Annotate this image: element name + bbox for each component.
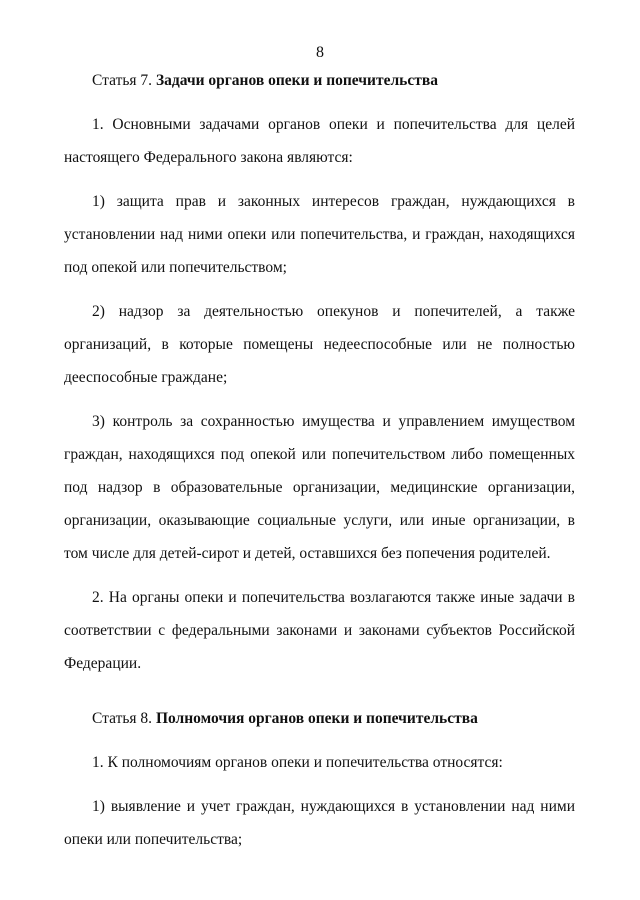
- article-8-heading: [64, 702, 575, 735]
- article-7-item-3: 3) контроль за сохранностью имущества и управлением имуществом граждан, находящихся под опекой или попечительством либо помещенных под надзор в образовательные организации, медицинские организации, организации, оказывающие социальные услуги, или иные организации, в том числе для детей-сирот и детей, оставшихся без попечения родителей.: [64, 413, 575, 562]
- article-8-item-1: 1) выявление и учет граждан, нуждающихся в установлении над ними опеки или попечительства;: [64, 798, 575, 848]
- article-8-title: Полномочия органов опеки и попечительства: [155, 710, 478, 727]
- article-7-paragraph-1: 1. Основными задачами органов опеки и попечительства для целей настоящего Федерального закона являются:: [64, 116, 575, 166]
- page-number: 8: [316, 44, 324, 61]
- article-7-title: Задачи органов опеки и попечительства: [155, 72, 438, 89]
- article-8-number: Статья 8.: [92, 710, 156, 727]
- article-7-paragraph-2: 2. На органы опеки и попечительства возлагаются также иные задачи в соответствии с федеральными законами и законами субъектов Российской Федерации.: [64, 589, 575, 672]
- article-spacer: [64, 680, 575, 702]
- article-7-number: Статья 7.: [92, 72, 156, 89]
- article-7-item-2: 2) надзор за деятельностью опекунов и попечителей, а также организаций, в которые помещены недееспособные или не полностью дееспособные граждане;: [64, 303, 575, 386]
- document-body: [64, 64, 575, 856]
- article-7-item-1: 1) защита прав и законных интересов граждан, нуждающихся в установлении над ними опеки или попечительства, и граждан, находящихся под опекой или попечительством;: [64, 193, 575, 276]
- article-7-heading: [64, 64, 575, 97]
- article-8-paragraph-1: 1. К полномочиям органов опеки и попечительства относятся:: [92, 754, 503, 771]
